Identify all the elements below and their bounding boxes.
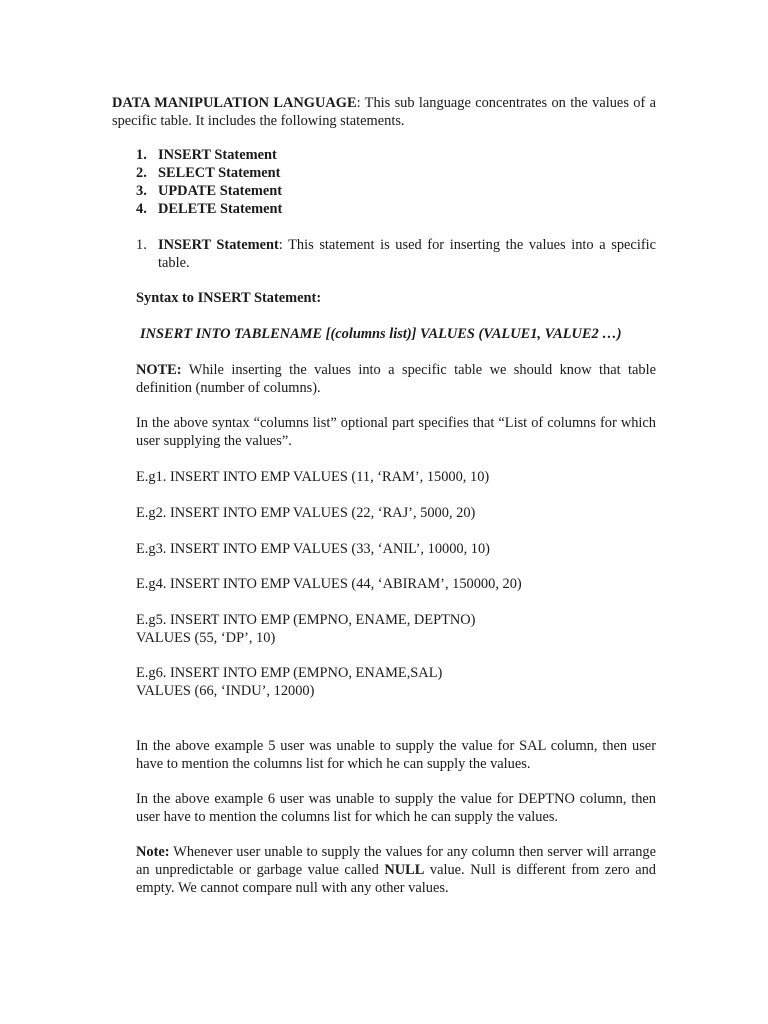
example-6-line-2: VALUES (66, ‘INDU’, 12000)	[136, 683, 315, 699]
example-5-explanation: In the above example 5 user was unable to supply the value for SAL column, then user have to mention the columns list for which he can supply the values.	[136, 738, 656, 772]
null-note-text-b: value. Null is different from zero and empty. We cannot compare null with any other values.	[136, 862, 656, 896]
list-item-number: 3.	[136, 183, 147, 199]
intro-term: DATA MANIPULATION LANGUAGE	[112, 95, 357, 111]
syntax-heading	[136, 289, 321, 307]
example-6-explanation: In the above example 6 user was unable to supply the value for DEPTNO column, then user have to mention the columns list for which he can supply the values.	[136, 791, 656, 825]
intro-paragraph	[112, 94, 656, 130]
statement-list	[136, 146, 282, 218]
list-item-number: 2.	[136, 165, 147, 181]
insert-definition-term: INSERT Statement	[158, 237, 279, 253]
list-item-label: INSERT Statement	[158, 147, 277, 163]
syntax-heading-text: Syntax to INSERT Statement:	[136, 290, 322, 306]
example-5-line-1: E.g5. INSERT INTO EMP (EMPNO, ENAME, DEPTNO)	[136, 612, 476, 628]
null-note-label: Note:	[136, 844, 170, 860]
intro-text: : This sub language concentrates on the values of a specific table. It includes the following statements.	[112, 95, 656, 129]
syntax-line: INSERT INTO TABLENAME [(columns list)] VALUES (VALUE1, VALUE2 …)	[140, 326, 622, 342]
example-2: E.g2. INSERT INTO EMP VALUES (22, ‘RAJ’, 5000, 20)	[136, 505, 476, 521]
list-item	[136, 182, 282, 200]
note-text: While inserting the values into a specific table we should know that table definition (number of columns).	[136, 362, 656, 396]
example-6-line-1: E.g6. INSERT INTO EMP (EMPNO, ENAME,SAL)	[136, 665, 443, 681]
list-item-number: 1.	[136, 147, 147, 163]
example-5	[136, 611, 475, 647]
example-5-line-2: VALUES (55, ‘DP’, 10)	[136, 630, 276, 646]
list-item	[136, 146, 282, 164]
example-4: E.g4. INSERT INTO EMP VALUES (44, ‘ABIRAM’, 150000, 20)	[136, 576, 522, 592]
example-3: E.g3. INSERT INTO EMP VALUES (33, ‘ANIL’, 10000, 10)	[136, 541, 490, 557]
example-1: E.g1. INSERT INTO EMP VALUES (11, ‘RAM’, 15000, 10)	[136, 469, 490, 485]
insert-definition-number: 1.	[136, 237, 147, 253]
insert-definition	[136, 236, 656, 272]
note-label: NOTE:	[136, 362, 182, 378]
insert-definition-body: : This statement is used for inserting the values into a specific table.	[158, 237, 656, 271]
note-paragraph	[136, 361, 656, 397]
syntax-explanation: In the above syntax “columns list” optional part specifies that “List of columns for which user supplying the values”.	[136, 415, 656, 449]
insert-definition-text	[158, 236, 656, 272]
list-item	[136, 164, 282, 182]
list-item	[136, 200, 282, 218]
example-6	[136, 664, 442, 700]
null-note-paragraph	[136, 843, 656, 897]
null-keyword: NULL	[384, 862, 425, 878]
null-note-text-a: Whenever user unable to supply the values for any column then server will arrange an unpredictable or garbage value called	[136, 844, 656, 878]
list-item-label: UPDATE Statement	[158, 183, 283, 199]
list-item-label: SELECT Statement	[158, 165, 281, 181]
list-item-label: DELETE Statement	[158, 201, 283, 217]
list-item-number: 4.	[136, 201, 147, 217]
